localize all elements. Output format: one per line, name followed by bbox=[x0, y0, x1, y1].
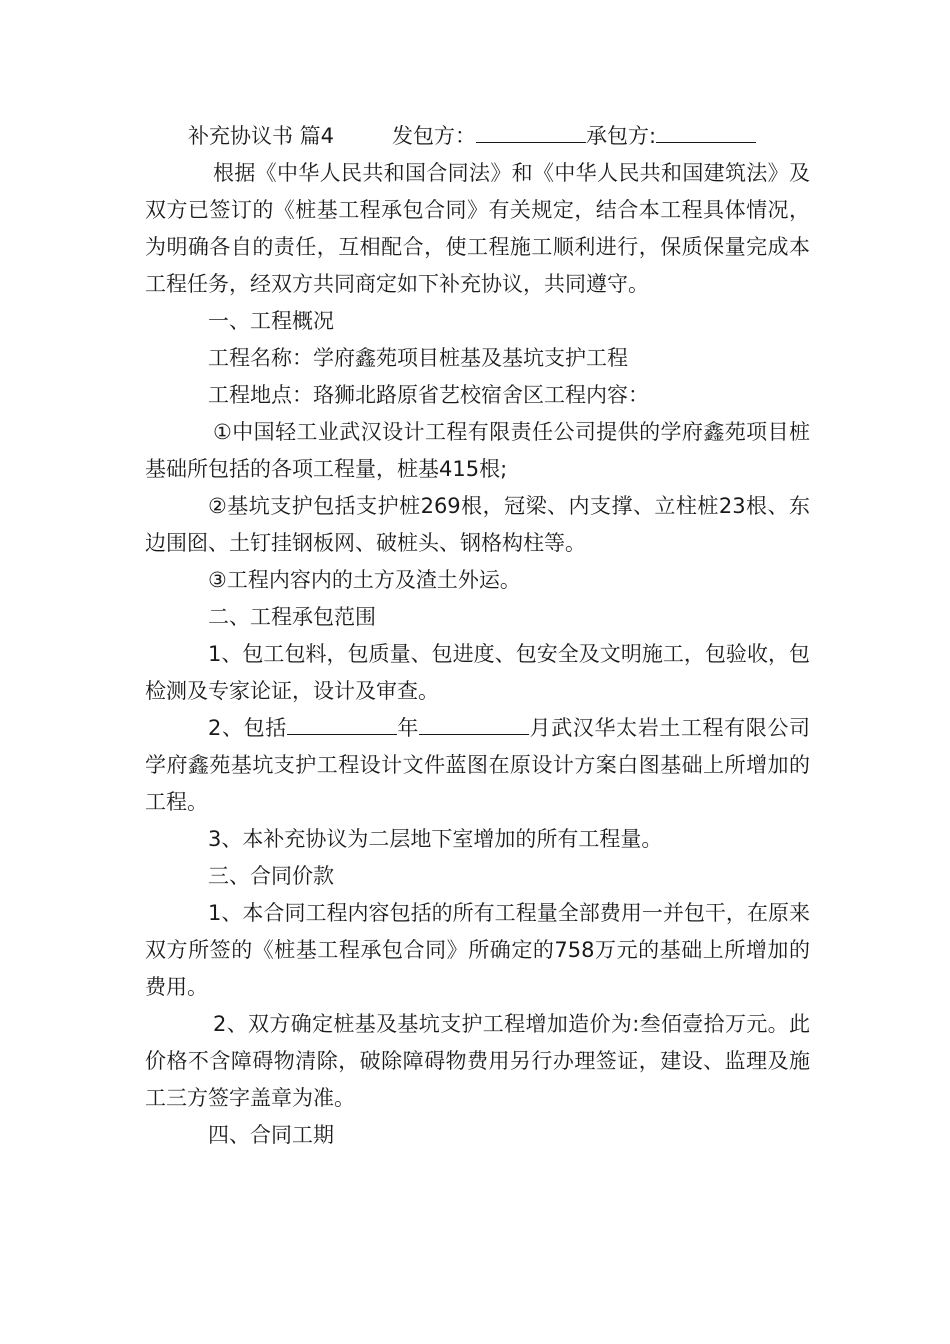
section-3-item-2: 2、双方确定桩基及基坑支护工程增加造价为:叁佰壹拾万元。此价格不含障碍物清除，破除障碍物费用另行办理签证，建设、监理及施工三方签字盖章为准。 bbox=[145, 1012, 810, 1110]
section-2-heading: 二、工程承包范围 bbox=[208, 605, 376, 629]
section-4-heading: 四、合同工期 bbox=[208, 1123, 334, 1147]
party-b-blank bbox=[656, 120, 756, 143]
s2-item2-rest: 月武汉华太岩土工程有限公司学府鑫苑基坑支护工程设计文件蓝图在原设计方案白图基础上所增加的工程。 bbox=[145, 716, 810, 814]
party-a-blank bbox=[476, 120, 586, 143]
section-1-item-1: ①中国轻工业武汉设计工程有限责任公司提供的学府鑫苑项目桩基础所包括的各项工程量，桩基415根; bbox=[145, 420, 810, 481]
project-name: 工程名称：学府鑫苑项目桩基及基坑支护工程 bbox=[208, 346, 628, 370]
section-1-heading: 一、工程概况 bbox=[208, 309, 334, 333]
project-location: 工程地点：珞狮北路原省艺校宿舍区工程内容： bbox=[208, 383, 649, 407]
year-blank bbox=[287, 712, 397, 735]
intro-paragraph: 根据《中华人民共和国合同法》和《中华人民共和国建筑法》及双方已签订的《桩基工程承包合同》有关规定，结合本工程具体情况，为明确各自的责任，互相配合，使工程施工顺利进行，保质保量完成本工程任务，经双方共同商定如下补充协议，共同遵守。 bbox=[145, 161, 810, 296]
s2-item2-year: 年 bbox=[396, 716, 420, 740]
s2-item2-prefix: 2、包括 bbox=[208, 716, 287, 740]
party-b-label: 承包方: bbox=[586, 124, 657, 148]
month-blank bbox=[419, 712, 529, 735]
section-3-item-1: 1、本合同工程内容包括的所有工程量全部费用一并包干，在原来双方所签的《桩基工程承包合同》所确定的758万元的基础上所增加的费用。 bbox=[145, 901, 810, 999]
document-title: 补充协议书 篇4 bbox=[188, 124, 335, 148]
party-a-label: 发包方： bbox=[392, 124, 477, 148]
section-3-heading: 三、合同价款 bbox=[208, 864, 334, 888]
section-1-item-2: ②基坑支护包括支护桩269根，冠梁、内支撑、立柱桩23根、东边围囵、土钉挂钢板网、破桩头、钢格构柱等。 bbox=[145, 494, 810, 555]
section-1-item-3: ③工程内容内的土方及渣土外运。 bbox=[208, 568, 521, 592]
section-2-item-2 bbox=[145, 710, 810, 821]
section-2-item-1: 1、包工包料，包质量、包进度、包安全及文明施工，包验收，包检测及专家论证，设计及审查。 bbox=[145, 642, 810, 703]
document-page bbox=[145, 118, 810, 1154]
section-2-item-3: 3、本补充协议为二层地下室增加的所有工程量。 bbox=[208, 827, 663, 851]
title-line bbox=[188, 118, 810, 155]
